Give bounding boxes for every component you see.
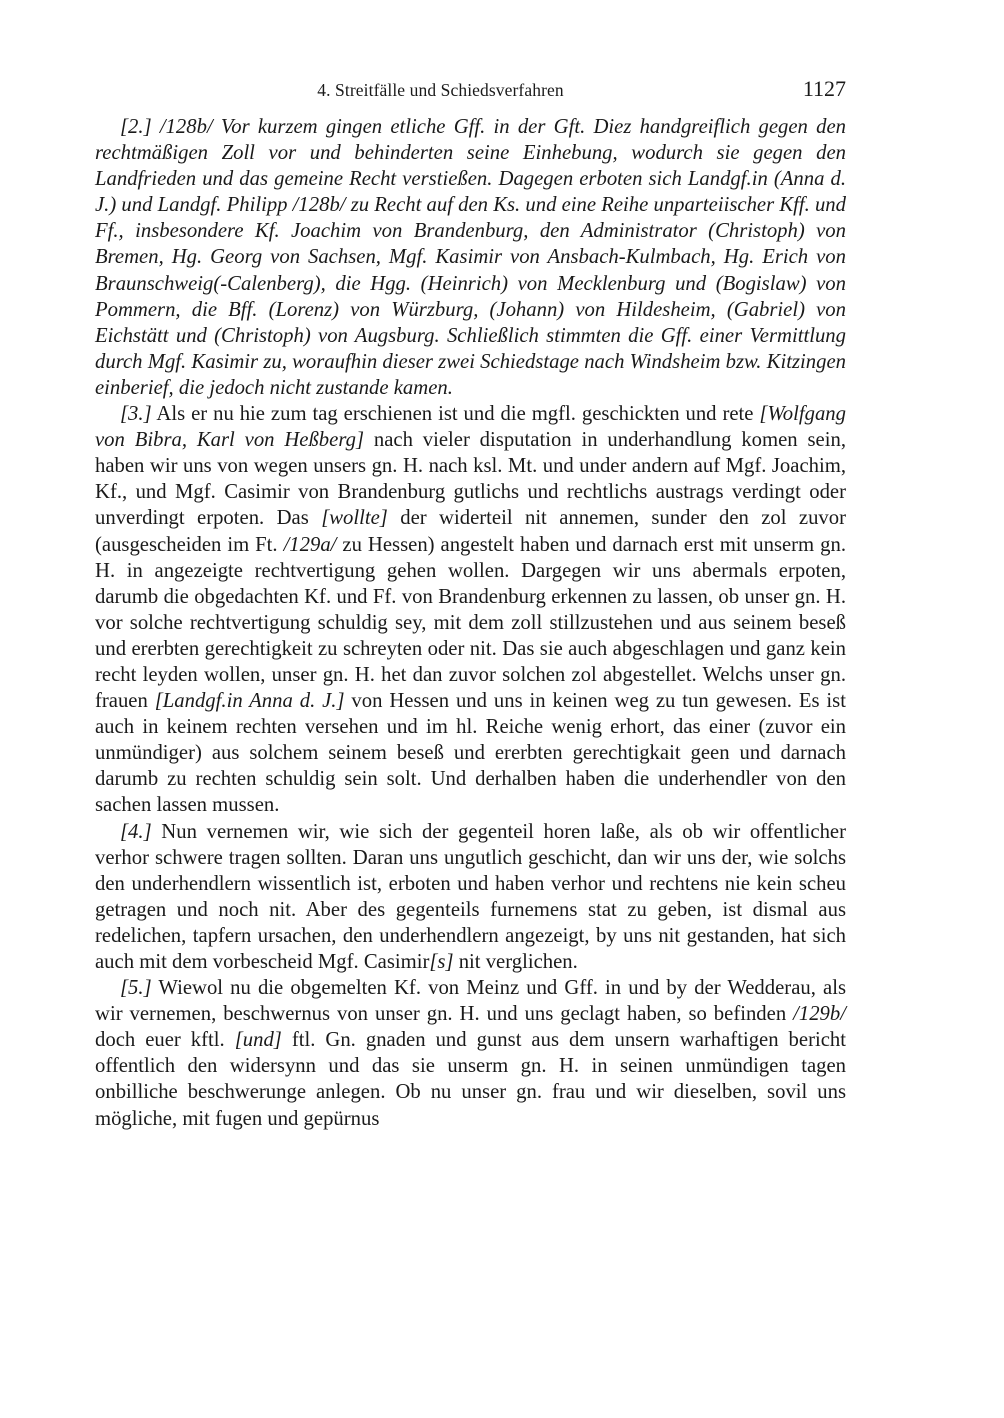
paragraph-3 bbox=[95, 401, 846, 819]
editorial-insertion: [Landgf.in Anna d. J.] bbox=[154, 690, 345, 713]
editorial-insertion: [Wolfgang von Bibra, Karl von Heßberg] bbox=[95, 403, 846, 452]
paragraph-text: Nun vernemen wir, wie sich der gegenteil horen laße, als ob wir offentlicher verhor schwere tragen sollten. Daran uns ungutlich geschicht, dan wir uns der, wie solchs den underhendlern wissentlich ist, erboten und haben verhor und rechtens nie kein scheu getragen und noch nit. Aber des gegenteils furnemens stat zu geben, ist dismal aus redelichen, tapfern ursachen, den underhendlern angezeigt, by uns nit gestanden, hat sich auch mit dem vorbescheid Mgf. Casimir bbox=[95, 820, 846, 973]
folio-marker: /129a/ bbox=[283, 533, 337, 556]
paragraph-text: Wiewol nu die obgemelten Kf. von Meinz und Gff. in und by der Wedderau, als wir vernemen, beschwernus von unser gn. H. und uns geclagt haben, so befinden bbox=[95, 977, 846, 1026]
regest-summary: [2.] /128b/ Vor kurzem gingen etliche Gff. in der Gft. Diez handgreiflich gegen den rechtmäßigen Zoll vor und behinderten seine Einhebung, wodurch sie gegen den Landfrieden und das gemeine Recht verstießen. Dagegen erboten sich Landgf.in (Anna d. J.) und Landgf. Philipp /128b/ zu Recht auf den Ks. und eine Reihe unparteiischer Kff. und Ff., insbesondere Kf. Joachim von Brandenburg, den Administrator (Christoph) von Bremen, Hg. Georg von Sachsen, Mgf. Kasimir von Ansbach-Kulmbach, Hg. Erich von Braunschweig(-Calenberg), die Hgg. (Heinrich) von Mecklenburg und (Bogislaw) von Pommern, die Bff. (Lorenz) von Würzburg, (Johann) von Hildesheim, (Gabriel) von Eichstätt und (Christoph) von Augsburg. Schließlich stimmten die Gff. einer Vermittlung durch Mgf. Kasimir zu, woraufhin dieser zwei Schiedstage nach Windsheim bzw. Kitzingen einberief, die jedoch nicht zustande kamen. bbox=[95, 116, 846, 399]
folio-marker: /129b/ bbox=[793, 1003, 846, 1026]
paragraph-text: nach vieler disputation in underhandlung komen sein, haben wir uns von wegen unsers gn. H. nach ksl. Mt. und under andern auf Mgf. Joachim, Kf., und Mgf. Casimir von Brandenburg gutlichs und rechtlichs austrags verdingt oder unverdingt erpoten. Das bbox=[95, 429, 846, 530]
paragraph-text: ftl. Gn. gnaden und gunst aus dem unsern warhaftigen bericht offentlich den widersynn und das sie unserm gn. H. in seinen unmündigen tagen onbilliche beschwerunge anlegen. Ob nu unser gn. frau und wir dieselben, sovil uns mögliche, mit fugen und gepürnus bbox=[95, 1029, 846, 1130]
paragraph-text: der widerteil nit annemen, sunder den zol zuvor (ausgescheiden im Ft. bbox=[95, 507, 846, 556]
page-number: 1127 bbox=[802, 76, 846, 101]
paragraph-text: von Hessen und uns in keinen weg zu tun gewesen. Es ist auch in keinem rechten versehen und im hl. Reiche wenig erhort, das einer (zuvor ein unmündiger) aus solchem seinem beseß und ererbten gerechtigkait geen und darnach darumb zu rechten schuldig sein solt. Und derhalben haben die underhendler von den sachen lassen mussen. bbox=[95, 690, 846, 817]
running-head: 4. Streitfälle und Schiedsverfahren bbox=[317, 80, 564, 100]
page-header bbox=[95, 76, 846, 114]
paragraph-number: [4.] bbox=[120, 820, 152, 843]
document-page bbox=[95, 76, 846, 1132]
paragraph-text: Als er nu hie zum tag erschienen ist und die mgfl. geschickten und rete bbox=[151, 403, 760, 426]
editorial-insertion: [s] bbox=[429, 951, 454, 973]
editorial-insertion: [wollte] bbox=[321, 507, 388, 530]
paragraph-4 bbox=[95, 819, 846, 976]
editorial-insertion: [und] bbox=[234, 1029, 282, 1052]
paragraph-number: [3.] bbox=[120, 403, 152, 426]
paragraph-text: nit verglichen. bbox=[453, 951, 578, 973]
paragraph-5 bbox=[95, 975, 846, 1132]
paragraph-number: [5.] bbox=[120, 977, 152, 1000]
paragraph-text: zu Hessen) angestelt haben und darnach erst mit unserm gn. H. in angezeigte rechtvertigung gehen wollen. Dargegen wir uns abermals erpoten, darumb die obgedachten Kf. und Ff. von Brandenburg erkennen zu lassen, ob unser gn. H. vor solche rechtvertigung schuldig sey, mit dem zoll stillzustehen und aus seinem beseß und ererbten gerechtigkeit zu schreyten oder nit. Das sie auch abgeschlagen und ganz kein recht leyden wollen, unser gn. H. het dan zuvor solchen zol abgestellet. Welchs unser gn. frauen bbox=[95, 533, 846, 713]
paragraph-text: doch euer kftl. bbox=[95, 1029, 235, 1052]
